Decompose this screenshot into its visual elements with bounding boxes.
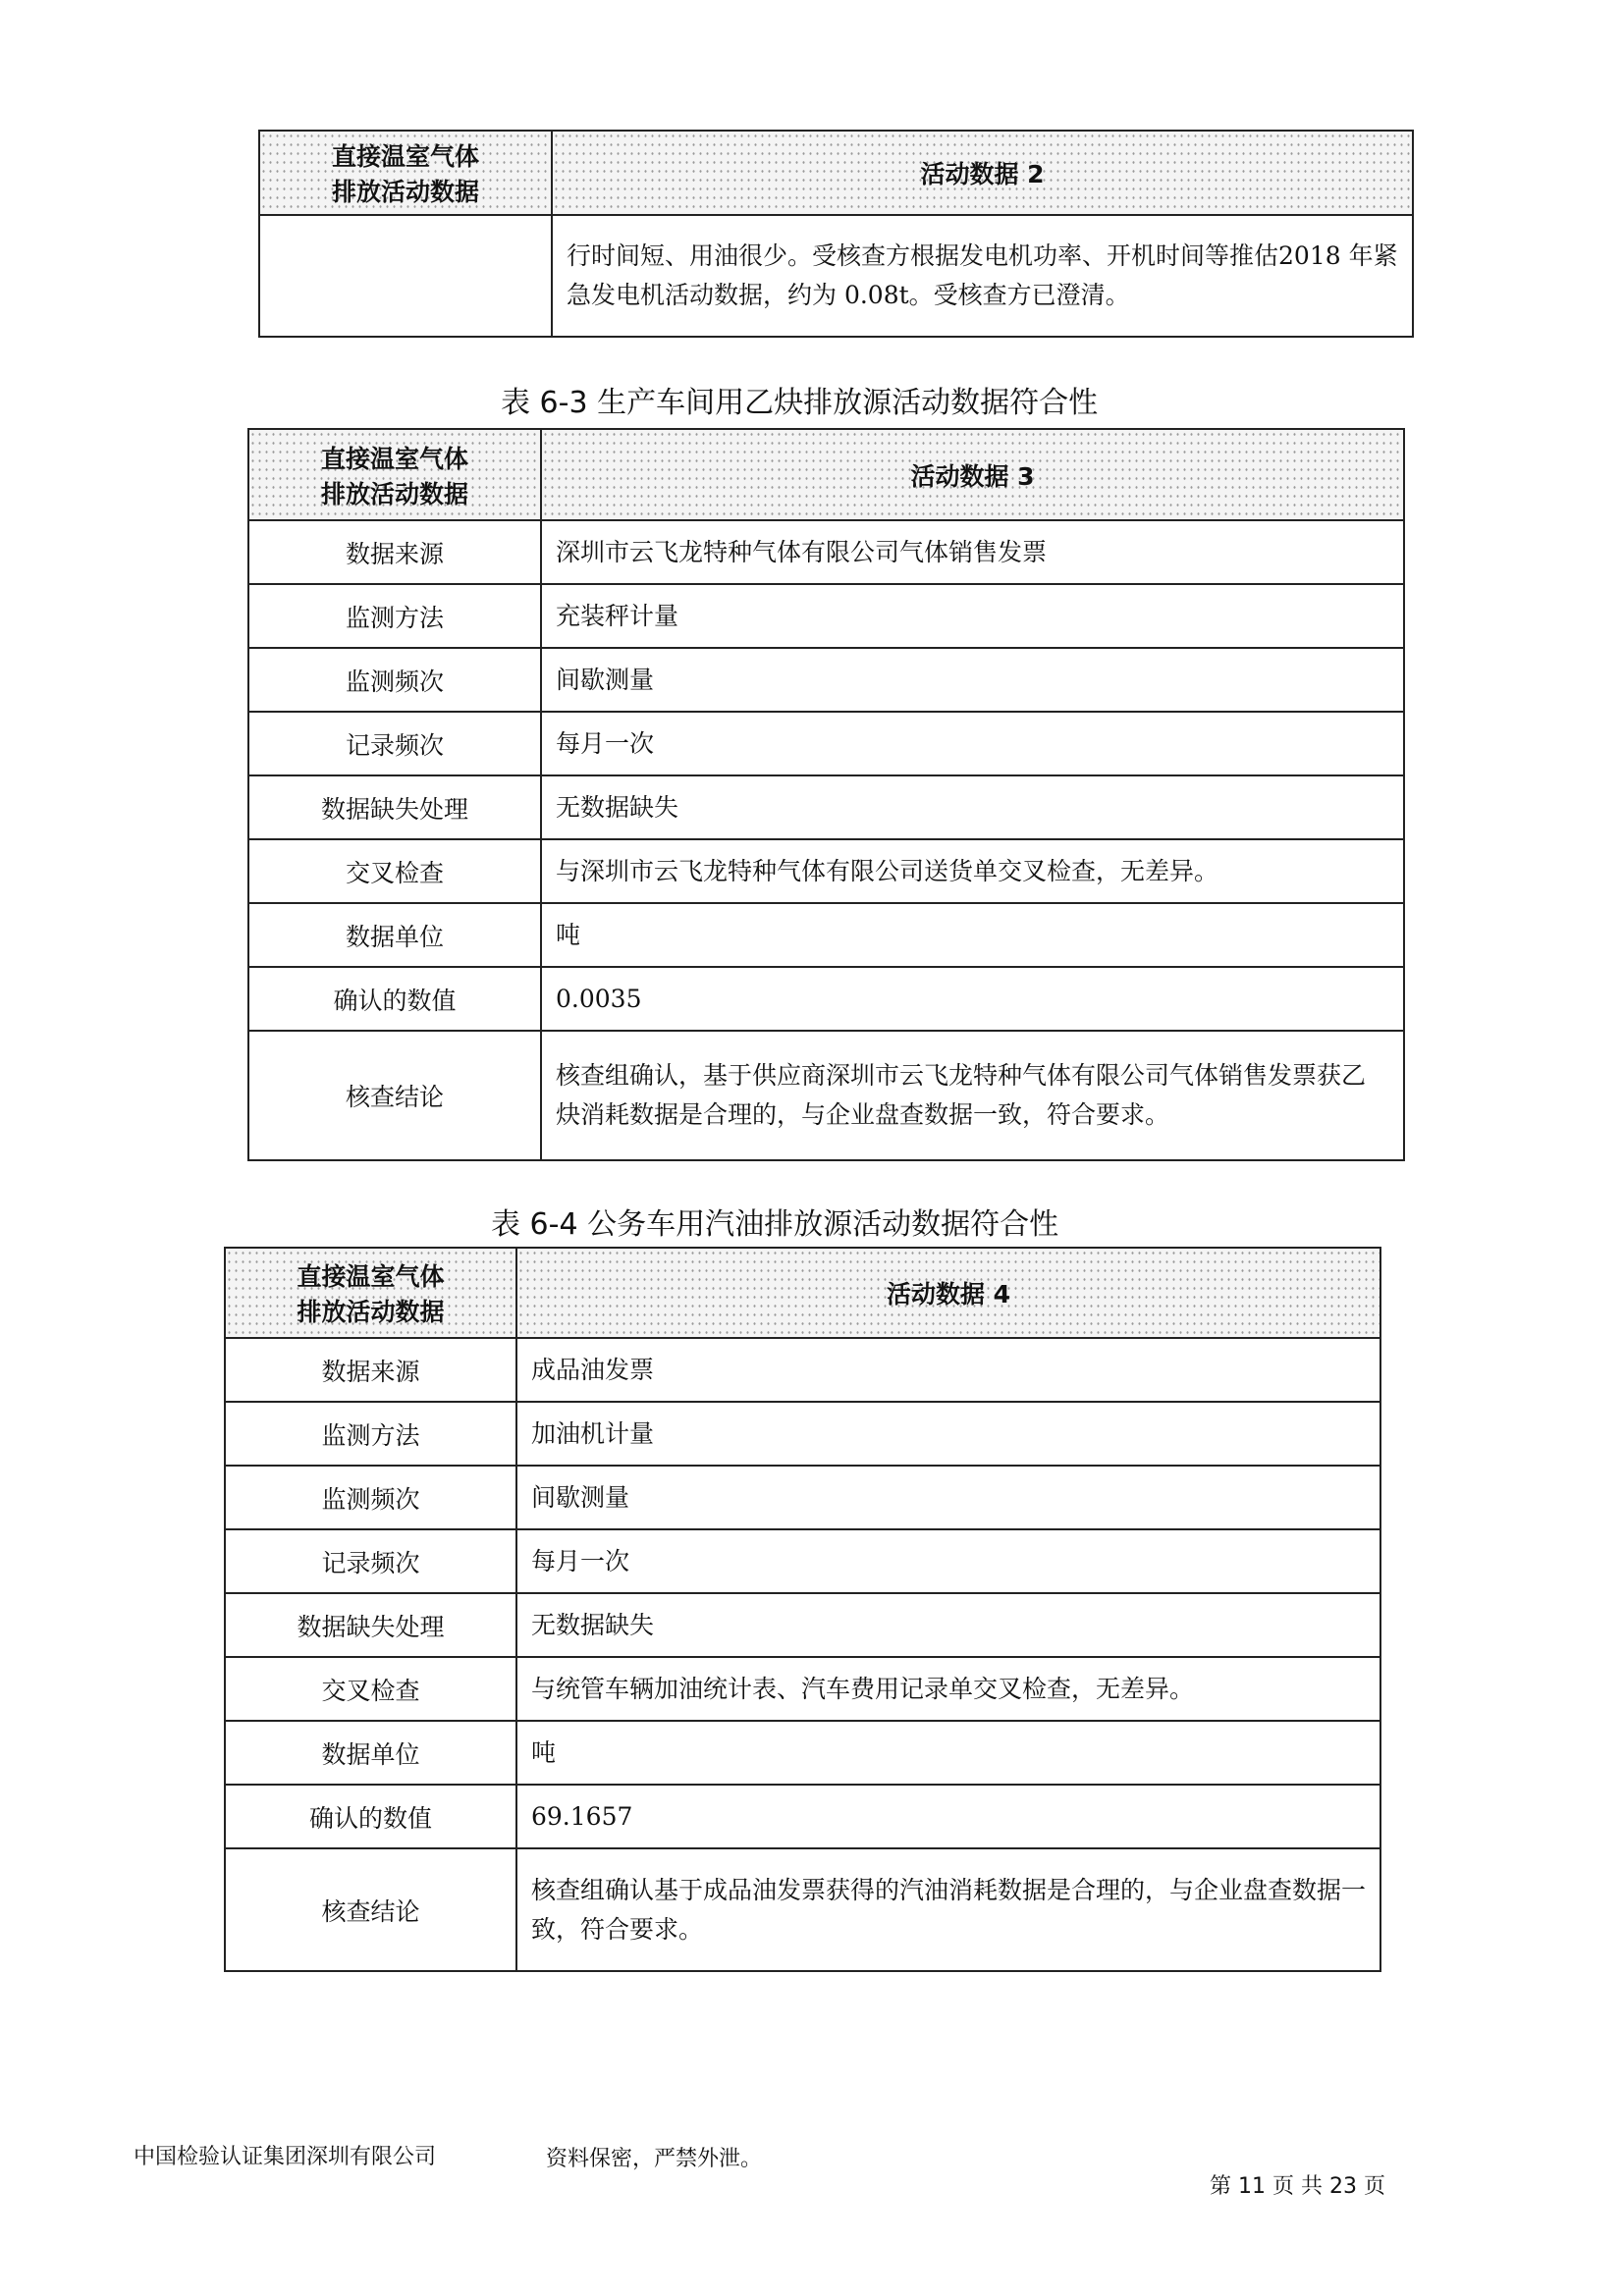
table-row	[248, 648, 1404, 712]
row-value: 间歇测量	[541, 648, 1404, 712]
row-value: 无数据缺失	[516, 1593, 1380, 1657]
table-row	[248, 520, 1404, 584]
table-row	[225, 1338, 1380, 1402]
row-label: 确认的数值	[225, 1785, 516, 1848]
continued-text: 行时间短、用油很少。受核查方根据发电机功率、开机时间等推估2018 年紧急发电机活动数据，约为 0.08t。受核查方已澄清。	[552, 215, 1413, 337]
row-label: 监测方法	[248, 584, 541, 648]
header-line: 排放活动数据	[320, 479, 468, 508]
header-line: 排放活动数据	[331, 178, 479, 206]
row-label: 监测频次	[225, 1466, 516, 1529]
table-row	[248, 584, 1404, 648]
table-6-4-title: 表 6-4 公务车用汽油排放源活动数据符合性	[491, 1207, 1059, 1242]
table-row	[225, 1657, 1380, 1721]
table-row	[225, 1785, 1380, 1848]
row-label: 数据来源	[248, 520, 541, 584]
row-value: 吨	[541, 903, 1404, 967]
header-line: 直接温室气体	[331, 142, 479, 171]
footer-confidential: 资料保密，严禁外泄。	[546, 2147, 763, 2171]
header-left	[225, 1248, 516, 1338]
row-label: 交叉检查	[225, 1657, 516, 1721]
row-value: 充装秤计量	[541, 584, 1404, 648]
table-row	[225, 1721, 1380, 1785]
row-label: 交叉检查	[248, 839, 541, 903]
row-value: 0.0035	[541, 967, 1404, 1031]
header-left	[259, 131, 552, 215]
table-row	[248, 1031, 1404, 1160]
row-value: 间歇测量	[516, 1466, 1380, 1529]
row-value: 与深圳市云飞龙特种气体有限公司送货单交叉检查，无差异。	[541, 839, 1404, 903]
header-right: 活动数据 2	[552, 131, 1413, 215]
row-value: 每月一次	[541, 712, 1404, 775]
row-label: 监测频次	[248, 648, 541, 712]
table-row	[225, 1402, 1380, 1466]
table-row	[248, 967, 1404, 1031]
row-value: 核查组确认，基于供应商深圳市云飞龙特种气体有限公司气体销售发票获乙炔消耗数据是合理的，与企业盘查数据一致，符合要求。	[541, 1031, 1404, 1160]
table-row	[248, 712, 1404, 775]
row-label: 核查结论	[248, 1031, 541, 1160]
row-label: 核查结论	[225, 1848, 516, 1971]
row-label: 记录频次	[225, 1529, 516, 1593]
table-6-4	[224, 1247, 1381, 1972]
row-value: 深圳市云飞龙特种气体有限公司气体销售发票	[541, 520, 1404, 584]
row-value: 与统管车辆加油统计表、汽车费用记录单交叉检查，无差异。	[516, 1657, 1380, 1721]
header-right: 活动数据 3	[541, 429, 1404, 520]
row-label: 确认的数值	[248, 967, 541, 1031]
row-value: 吨	[516, 1721, 1380, 1785]
table-6-3-title: 表 6-3 生产车间用乙炔排放源活动数据符合性	[501, 386, 1099, 420]
row-label: 数据缺失处理	[248, 775, 541, 839]
row-label: 记录频次	[248, 712, 541, 775]
table-row	[248, 839, 1404, 903]
header-line: 直接温室气体	[297, 1262, 445, 1291]
header-left	[248, 429, 541, 520]
table-prev-continued	[258, 130, 1414, 338]
row-label: 数据缺失处理	[225, 1593, 516, 1657]
footer-page-number: 第 11 页 共 23 页	[1210, 2174, 1385, 2199]
header-line: 直接温室气体	[320, 444, 468, 473]
row-label: 数据单位	[225, 1721, 516, 1785]
empty-cell	[259, 215, 552, 337]
row-value: 核查组确认基于成品油发票获得的汽油消耗数据是合理的，与企业盘查数据一致，符合要求。	[516, 1848, 1380, 1971]
table-row	[225, 1848, 1380, 1971]
table-row	[248, 775, 1404, 839]
footer-company: 中国检验认证集团深圳有限公司	[134, 2145, 437, 2169]
row-value: 69.1657	[516, 1785, 1380, 1848]
row-label: 监测方法	[225, 1402, 516, 1466]
row-value: 每月一次	[516, 1529, 1380, 1593]
row-label: 数据来源	[225, 1338, 516, 1402]
table-row	[225, 1466, 1380, 1529]
header-right: 活动数据 4	[516, 1248, 1380, 1338]
header-line: 排放活动数据	[297, 1298, 445, 1326]
row-value: 加油机计量	[516, 1402, 1380, 1466]
table-row	[225, 1529, 1380, 1593]
row-value: 成品油发票	[516, 1338, 1380, 1402]
table-row	[248, 903, 1404, 967]
table-row	[225, 1593, 1380, 1657]
row-label: 数据单位	[248, 903, 541, 967]
row-value: 无数据缺失	[541, 775, 1404, 839]
table-6-3	[247, 428, 1405, 1161]
